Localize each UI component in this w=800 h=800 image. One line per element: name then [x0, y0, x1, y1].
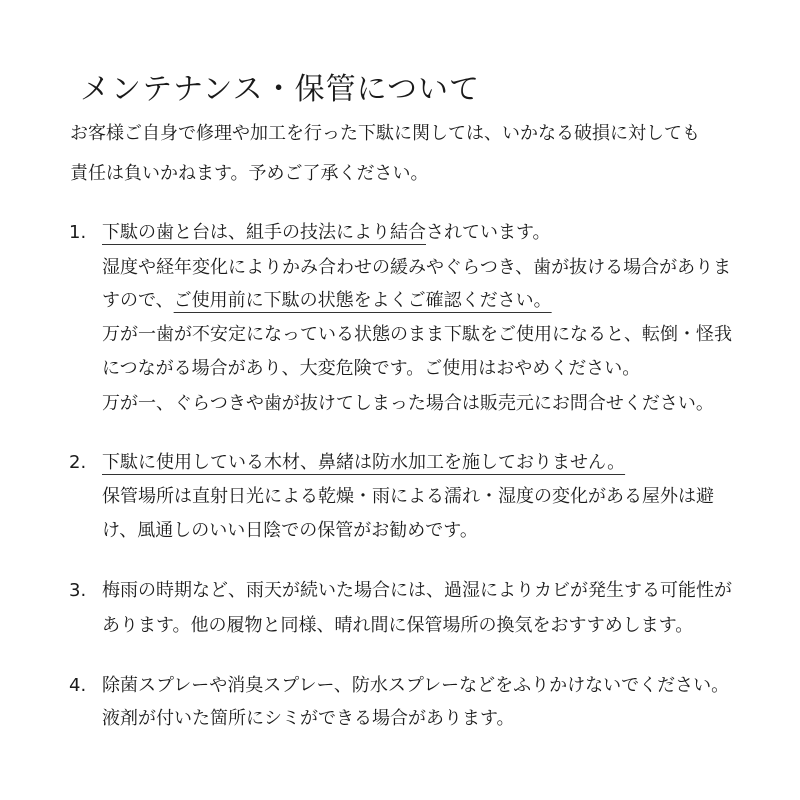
intro-line: お客様ご自身で修理や加工を行った下駄に関しては、いかなる破損に対しても: [70, 123, 700, 144]
item-1-line: 湿度や経年変化によりかみ合わせの緩みやぐらつき、歯が抜ける場合がありま: [102, 257, 732, 278]
item-4-line: 除菌スプレーや消臭スプレー、防水スプレーなどをふりかけないでください。: [102, 675, 730, 696]
item-text: すので、: [102, 290, 174, 311]
item-number: 3.: [69, 580, 87, 601]
item-2-line: 保管場所は直射日光による乾燥・雨による濡れ・湿度の変化がある屋外は避: [102, 486, 714, 507]
item-number: 2.: [69, 452, 87, 473]
underlined-text: ご使用前に下駄の状態をよくご確認ください。: [173, 290, 552, 311]
item-text: されています。: [426, 222, 551, 243]
item-2-line: [102, 448, 625, 478]
underlined-text: 下駄に使用している木材、鼻緒は防水加工を施しておりません。: [102, 452, 626, 473]
intro-line: 責任は負いかねます。予めご了承ください。: [70, 163, 429, 184]
page-title: メンテナンス・保管について: [80, 72, 480, 107]
item-1-line: 万が一、ぐらつきや歯が抜けてしまった場合は販売元にお問合せください。: [102, 393, 714, 414]
item-4-line: 液剤が付いた箇所にシミができる場合があります。: [102, 708, 515, 729]
item-1-line: [102, 218, 551, 248]
item-2-line: け、風通しのいい日陰での保管がお勧めです。: [102, 520, 478, 541]
item-3-line: あります。他の履物と同様、晴れ間に保管場所の換気をおすすめします。: [102, 615, 694, 636]
item-1-line: 万が一歯が不安定になっている状態のまま下駄をご使用になると、転倒・怪我: [102, 324, 732, 345]
item-number: 1.: [69, 222, 87, 243]
item-1-line: につながる場合があり、大変危険です。ご使用はおやめください。: [102, 358, 641, 379]
underlined-text: 下駄の歯と台は、組手の技法により結合: [102, 222, 426, 243]
item-number: 4.: [69, 675, 87, 696]
item-1-line: [102, 286, 552, 316]
item-3-line: 梅雨の時期など、雨天が続いた場合には、過湿によりカビが発生する可能性が: [102, 580, 732, 601]
